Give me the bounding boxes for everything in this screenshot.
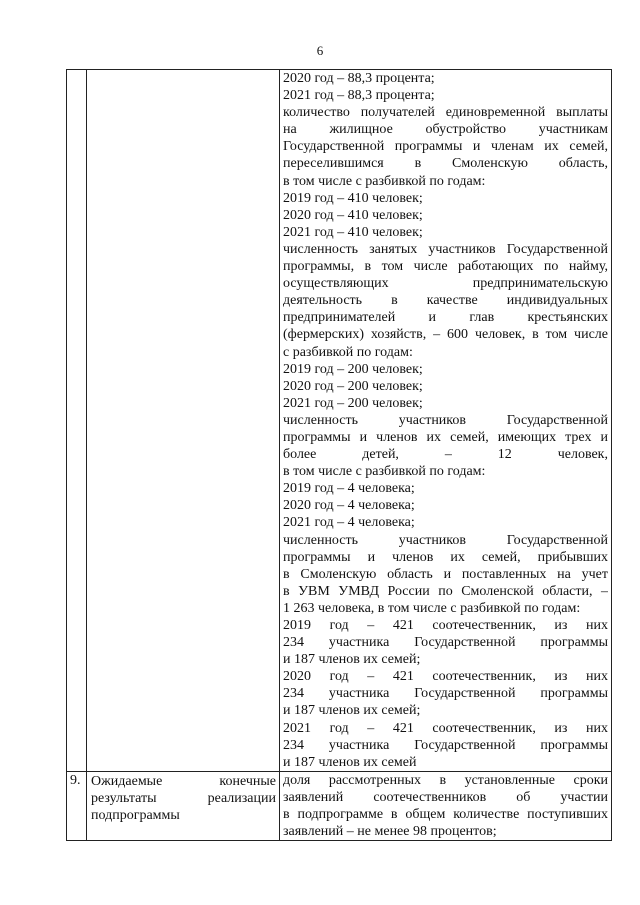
text-line: осуществляющих предпринимательскую [283,276,608,292]
text-line: (фермерских) хозяйств, – 600 человек, в том числе [283,327,608,343]
subprogram-passport-table [66,69,612,841]
text-line: программы и членов их семей, прибывших [283,549,608,565]
text-line: 234 участника Государственной программы [283,635,608,651]
text-line: с разбивкой по годам: [283,344,413,360]
row-value-cell [280,771,612,840]
text-line: 2020 год – 410 человек; [283,207,423,223]
text-line: 234 участника Государственной программы [283,686,608,702]
row-number-cell: 9. [67,771,87,840]
text-line: 2020 год – 200 человек; [283,378,423,394]
text-line: заявлений соотечественников об участии [283,789,608,805]
text-line: и 187 членов их семей [283,754,417,770]
text-line: в том числе с разбивкой по годам: [283,464,486,480]
text-line: 2021 год – 4 человека; [283,515,415,531]
text-line: 2020 год – 88,3 процента; [283,71,435,86]
row-value-cell [280,70,612,772]
text-line: программы и членов их семей, имеющих трех и [283,429,608,445]
text-line: и 187 членов их семей; [283,652,421,668]
text-line: 1 263 человека, в том числе с разбивкой по годам: [283,600,581,616]
row-label-cell [87,70,280,772]
text-line: 234 участника Государственной программы [283,737,608,753]
text-line: количество получателей единовременной выплаты [283,105,608,121]
text-line: в том числе с разбивкой по годам: [283,173,486,189]
text-line: 2021 год – 200 человек; [283,395,423,411]
row-label-cell: Ожидаемые конечные результаты реализации подпрограммы [87,771,280,840]
text-line: доля рассмотренных в установленные сроки [283,772,608,788]
text-line: переселившимся в Смоленскую область, [283,156,608,172]
text-line: программы, в том числе работающих по найму, [283,259,608,275]
text-line: 2021 год – 421 соотечественник, из них [283,720,608,736]
table-row [67,771,612,840]
text-line: 2019 год – 4 человека; [283,481,415,497]
text-line: в подпрограмме в общем количестве поступивших [283,807,608,823]
text-line: 2021 год – 410 человек; [283,224,423,240]
text-line: в Смоленскую область и поставленных на учет [283,566,608,582]
text-line: 2020 год – 4 человека; [283,498,415,514]
text-line: в УВМ УМВД России по Смоленской области, – [283,583,608,599]
row-number-cell [67,70,87,772]
text-line: 2019 год – 200 человек; [283,361,423,377]
text-line: более детей, – 12 человек, [283,447,608,463]
text-line: деятельность в качестве индивидуальных [283,293,608,309]
text-line: численность участников Государственной [283,412,608,428]
table-row [67,70,612,772]
text-line: предпринимателей и глав крестьянских [283,310,608,326]
text-line: 2019 год – 421 соотечественник, из них [283,618,608,633]
text-line: численность занятых участников Государственной [283,241,608,257]
text-line: численность участников Государственной [283,532,608,548]
text-line: 2019 год – 410 человек; [283,190,423,206]
page-number: 6 [316,43,324,58]
text-line: 2020 год – 421 соотечественник, из них [283,669,608,685]
text-line: 2021 год – 88,3 процента; [283,88,435,104]
text-line: заявлений – не менее 98 процентов; [283,824,497,840]
text-line: Государственной программы и членам их семей, [283,139,608,155]
text-line: и 187 членов их семей; [283,703,421,719]
text-line: на жилищное обустройство участникам [283,122,608,138]
